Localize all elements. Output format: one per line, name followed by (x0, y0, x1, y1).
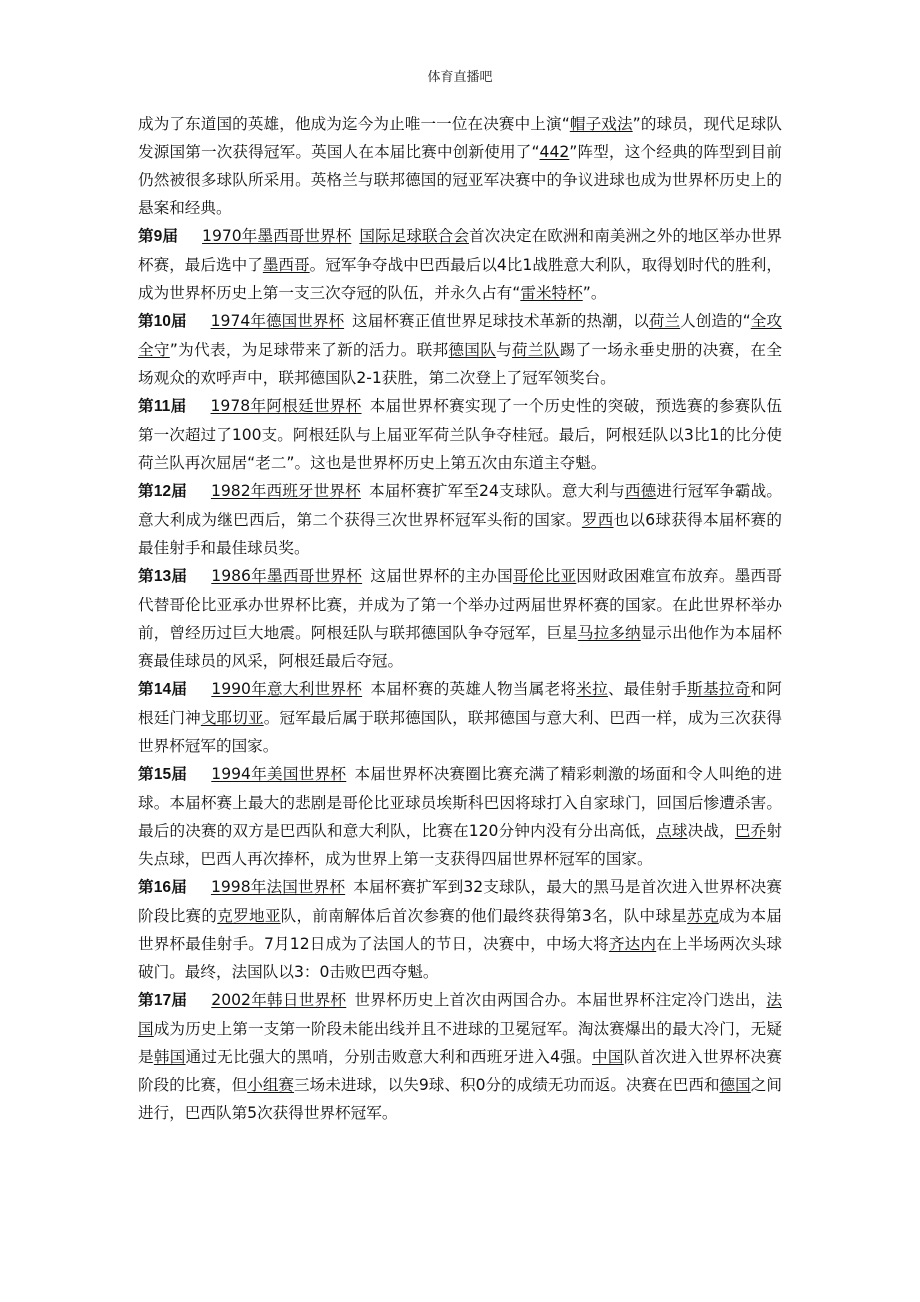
edition-number: 第16届 (138, 879, 187, 896)
inline-link[interactable]: 西德 (624, 482, 657, 500)
text-segment: 队首次进入世界杯决赛阶段的比赛，但 (138, 1048, 782, 1094)
worldcup-entry (138, 307, 782, 392)
inline-link[interactable]: 哥伦比亚 (512, 567, 577, 585)
page-header: 体育直播吧 (427, 70, 493, 85)
edition-number: 第17届 (138, 992, 188, 1009)
edition-number: 第11届 (138, 398, 187, 415)
tournament-link[interactable]: 1994年美国世界杯 (211, 765, 347, 783)
text-segment: 本届杯赛的英雄人物当属老将 (370, 680, 577, 698)
inline-link[interactable]: 帽子戏法 (569, 115, 633, 133)
tournament-link[interactable]: 2002年韩日世界杯 (211, 991, 347, 1009)
text-segment: 、最佳射手 (607, 680, 688, 698)
inline-link[interactable]: 克罗地亚 (217, 907, 281, 925)
inline-link[interactable]: 韩国 (153, 1048, 186, 1066)
text-segment: 这届世界杯的主办国 (370, 567, 513, 585)
edition-number: 第13届 (138, 568, 188, 585)
edition-number: 第12届 (138, 483, 187, 500)
edition-number: 第9届 (138, 228, 179, 245)
text-segment: 人创造的“ (680, 312, 751, 330)
worldcup-entry (138, 562, 782, 675)
edition-number: 第15届 (138, 766, 188, 783)
text-segment: 和阿根廷门神 (138, 680, 782, 727)
inline-link[interactable]: 德国队 (448, 341, 497, 359)
text-segment: 三场未进球，以失9球、积0分的成绩无功而返。决赛在巴西和 (294, 1076, 720, 1094)
text-segment: ”的球员，现代足球队发源国第一次获得冠军。英国人在本届比赛中创新使用了“ (138, 115, 782, 161)
inline-link[interactable]: 罗西 (581, 511, 614, 529)
text-segment: 因财政困难宣布放弃。墨西哥代替哥伦比亚承办世界杯比赛，并成为了第一个举办过两届世界杯赛的国家。在此世界杯举办前，曾经历过巨大地震。阿根廷队与联邦德国队争夺冠军，巨星 (138, 567, 782, 642)
text-segment: 本届杯赛扩军到32支球队，最大的黑马是首次进入世界杯决赛阶段比赛的 (138, 878, 782, 925)
inline-link[interactable]: 小组赛 (247, 1076, 295, 1094)
inline-link[interactable]: 墨西哥 (262, 256, 310, 274)
text-segment: 队，前南解体后首次参赛的他们最终获得第3名，队中球星 (280, 907, 688, 925)
tournament-link[interactable]: 1970年墨西哥世界杯 (202, 227, 352, 245)
worldcup-entry (138, 392, 782, 477)
text-segment: ”。 (582, 284, 607, 302)
text-segment: 本届杯赛扩军至24支球队。意大利与 (368, 482, 625, 500)
text-segment: 通过无比强大的黑哨，分别击败意大利和西班牙进入4强。 (185, 1048, 593, 1066)
text-segment: 成为本届世界杯最佳射手。7月12日成为了法国人的节日，决赛中，中场大将 (138, 907, 782, 953)
text-segment: 之间进行，巴西队第5次获得世界杯冠军。 (138, 1076, 782, 1122)
inline-link[interactable]: 戈耶切亚 (200, 709, 264, 727)
text-segment: 首次决定在欧洲和南美洲之外的地区举办世界杯赛，最后选中了 (138, 227, 782, 274)
inline-link[interactable]: 巴乔 (734, 822, 767, 840)
text-segment: 与 (496, 341, 512, 359)
tournament-link[interactable]: 1982年西班牙世界杯 (210, 482, 361, 500)
text-segment: 世界杯历史上首次由两国合办。本届世界杯注定冷门迭出， (354, 991, 767, 1009)
inline-link[interactable]: 国际足球联合会 (359, 227, 469, 245)
inline-link[interactable]: 点球 (656, 822, 688, 840)
tournament-link[interactable]: 1974年德国世界杯 (210, 312, 345, 330)
text-segment: 显示出他作为本届杯赛最佳球员的风采，阿根廷最后夺冠。 (138, 624, 782, 670)
inline-link[interactable]: 雷米特杯 (520, 284, 583, 302)
text-segment: 成为了东道国的英雄，他成为迄今为止唯一一位在决赛中上演“ (138, 115, 570, 133)
text-segment: 射失点球，巴西人再次捧杯，成为世界上第一支获得四届世界杯冠军的国家。 (138, 822, 782, 868)
inline-link[interactable]: 中国 (592, 1048, 624, 1066)
worldcup-entry (138, 675, 782, 760)
text-segment: ”阵型，这个经典的阵型到目前仍然被很多球队所采用。英格兰与联邦德国的冠亚军决赛中的争议进球也成为世界杯历史上的悬案和经典。 (138, 143, 782, 217)
text-segment: ”为代表，为足球带来了新的活力。联邦 (169, 341, 449, 359)
text-segment: 本届世界杯赛实现了一个历史性的突破，预选赛的参赛队伍第一次超过了100支。阿根廷队与上届亚军荷兰队争夺桂冠。最后，阿根廷队以3比1的比分使荷兰队再次屈居“老二”。这也是世界杯历史上第五次由东道主夺魁。 (138, 397, 783, 472)
text-segment: 进行冠军争霸战。意大利成为继巴西后，第二个获得三次世界杯冠军头衔的国家。 (138, 482, 782, 529)
text-segment: 成为历史上第一支第一阶段未能出线并且不进球的卫冕冠军。淘汰赛爆出的最大冷门，无疑是 (138, 1020, 782, 1066)
inline-link[interactable]: 马拉多纳 (577, 624, 641, 642)
text-segment: 这届杯赛正值世界足球技术革新的热潮，以 (352, 312, 649, 330)
tournament-link[interactable]: 1986年墨西哥世界杯 (211, 567, 363, 585)
text-segment: 。冠军最后属于联邦德国队，联邦德国与意大利、巴西一样，成为三次获得世界杯冠军的国家。 (138, 709, 782, 755)
worldcup-entry (138, 873, 782, 986)
inline-link[interactable]: 法国 (138, 991, 782, 1038)
worldcup-entry (138, 760, 782, 873)
inline-link[interactable]: 442 (539, 143, 570, 161)
article-body (138, 110, 782, 1127)
inline-link[interactable]: 苏克 (687, 907, 719, 925)
tournament-link[interactable]: 1990年意大利世界杯 (211, 680, 363, 698)
text-segment: 在上半场两次头球破门。最终，法国队以3：0击败巴西夺魁。 (138, 935, 782, 981)
inline-link[interactable]: 荷兰 (648, 312, 681, 330)
edition-number: 第10届 (138, 313, 187, 330)
worldcup-entry (138, 110, 782, 222)
worldcup-entry (138, 477, 782, 562)
text-segment: 踢了一场永垂史册的决赛，在全场观众的欢呼声中，联邦德国队2-1获胜，第二次登上了冠军领奖台。 (138, 341, 782, 387)
inline-link[interactable]: 斯基拉奇 (687, 680, 751, 698)
text-segment: 也以6球获得本届杯赛的最佳射手和最佳球员奖。 (138, 511, 782, 557)
text-segment: 。冠军争夺战中巴西最后以4比1战胜意大利队，取得划时代的胜利，成为世界杯历史上第一支三次夺冠的队伍，并永久占有“ (138, 256, 782, 302)
inline-link[interactable]: 德国 (719, 1076, 751, 1094)
tournament-link[interactable]: 1998年法国世界杯 (210, 878, 346, 896)
inline-link[interactable]: 米拉 (576, 680, 608, 698)
tournament-link[interactable]: 1978年阿根廷世界杯 (210, 397, 362, 415)
text-segment: 本届世界杯决赛圈比赛充满了精彩刺激的场面和令人叫绝的进球。本届杯赛上最大的悲剧是哥伦比亚球员埃斯科巴因将球打入自家球门，回国后惨遭杀害。最后的决赛的双方是巴西队和意大利队，比赛在120分钟内没有分出高低， (138, 765, 782, 840)
text-segment: 决战， (687, 822, 735, 840)
worldcup-entry (138, 986, 782, 1127)
inline-link[interactable]: 齐达内 (608, 935, 657, 953)
worldcup-entry (138, 222, 782, 307)
inline-link[interactable]: 全攻全守 (138, 312, 782, 359)
edition-number: 第14届 (138, 681, 188, 698)
inline-link[interactable]: 荷兰队 (512, 341, 560, 359)
